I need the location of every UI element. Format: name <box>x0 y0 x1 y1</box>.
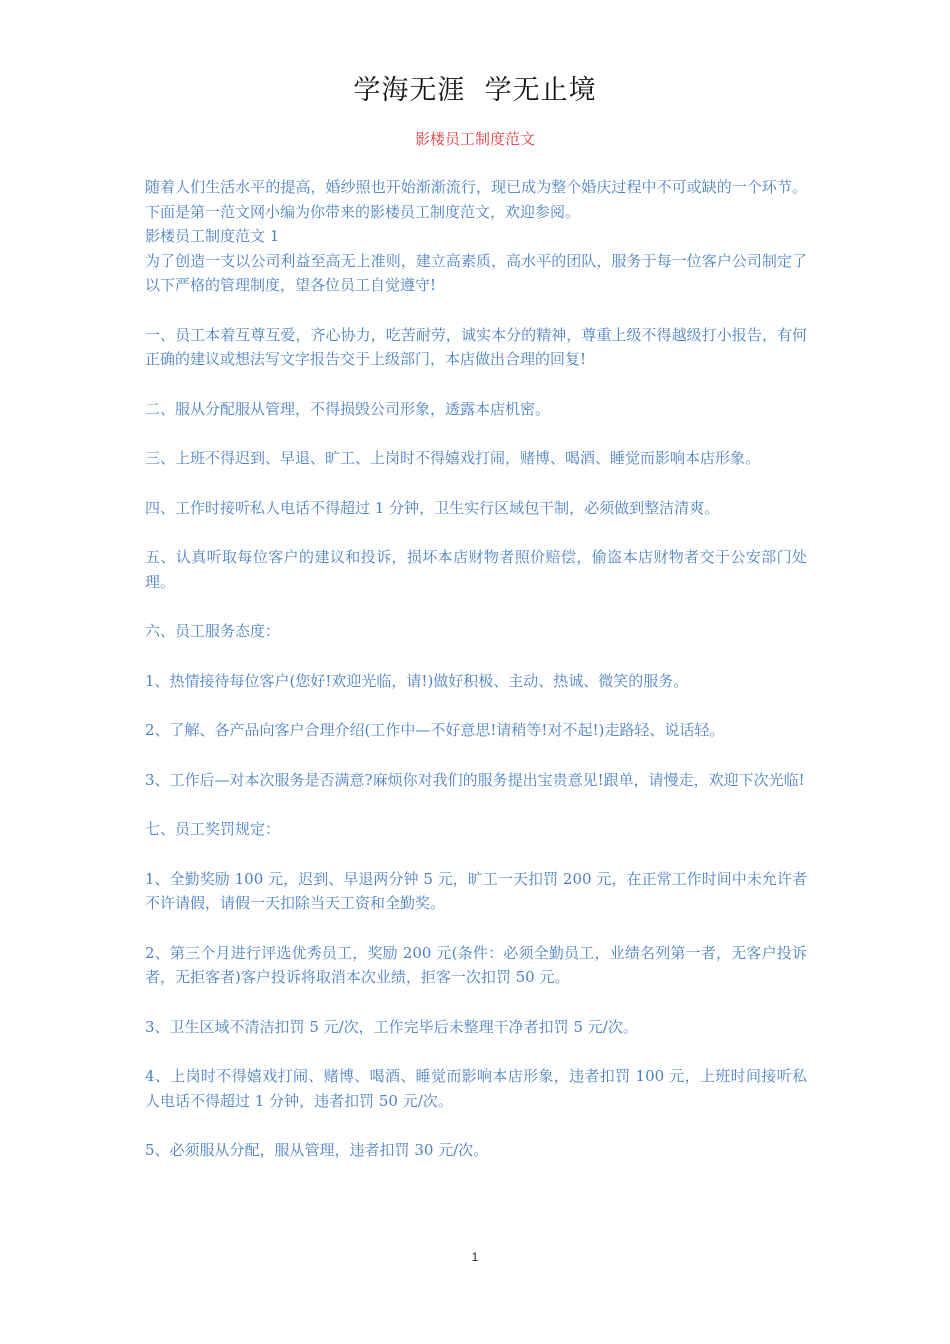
section-heading: 影楼员工制度范文 1 <box>145 227 280 245</box>
document-body <box>145 175 807 1163</box>
rule-paragraph: 一、员工本着互尊互爱，齐心协力，吃苦耐劳，诚实本分的精神，尊重上级不得越级打小报告，有何正确的建议或想法写文字报告交于上级部门，本店做出合理的回复! <box>145 325 807 368</box>
rule-item: 3、卫生区域不清洁扣罚 5 元/次，工作完毕后未整理干净者扣罚 5 元/次。 <box>145 1017 638 1036</box>
rule-item: 5、必须服从分配，服从管理，违者扣罚 30 元/次。 <box>145 1141 489 1159</box>
rule-item: 1、热情接待每位客户(您好!欢迎光临，请!)做好积极、主动、热诚、微笑的服务。 <box>145 671 689 690</box>
intro-paragraph: 为了创造一支以公司利益至高无上准则，建立高素质，高水平的团队，服务于每一位客户公司制定了以下严格的管理制度，望各位员工自觉遵守! <box>145 251 807 294</box>
rule-item: 1、全勤奖励 100 元，迟到、早退两分钟 5 元，旷工一天扣罚 200 元，在正常工作时间中未允许者不许请假，请假一天扣除当天工资和全勤奖。 <box>145 869 807 912</box>
rule-paragraph: 三、上班不得迟到、早退、旷工、上岗时不得嬉戏打闹，赌博、喝酒、睡觉而影响本店形象。 <box>145 449 761 467</box>
rule-paragraph: 五、认真听取每位客户的建议和投诉，损坏本店财物者照价赔偿，偷盗本店财物者交于公安部门处理。 <box>145 548 807 591</box>
rule-paragraph: 四、工作时接听私人电话不得超过 1 分钟，卫生实行区域包干制，必须做到整洁清爽。 <box>145 498 720 517</box>
rule-heading: 七、员工奖罚规定： <box>145 820 281 838</box>
rule-item: 2、第三个月进行评选优秀员工，奖励 200 元(条件：必须全勤员工，业绩名列第一者，无客户投诉者，无拒客者)客户投诉将取消本次业绩，拒客一次扣罚 50 元。 <box>145 943 807 986</box>
rule-item: 2、了解、各产品向客户合理介绍(工作中—不好意思!请稍等!对不起!)走路轻、说话轻。 <box>145 721 725 739</box>
intro-paragraph: 随着人们生活水平的提高，婚纱照也开始渐渐流行，现已成为整个婚庆过程中不可或缺的一个环节。下面是第一范文网小编为你带来的影楼员工制度范文，欢迎参阅。 <box>145 178 807 221</box>
page-header-title: 学海无涯 学无止境 <box>353 75 597 106</box>
rule-heading: 六、员工服务态度： <box>145 622 281 640</box>
document-title: 影楼员工制度范文 <box>414 130 535 148</box>
page-number: 1 <box>471 1250 479 1264</box>
rule-item: 3、工作后—对本次服务是否满意?麻烦你对我们的服务提出宝贵意见!跟单，请慢走，欢迎下次光临! <box>145 770 805 789</box>
rule-item: 4、上岗时不得嬉戏打闹、赌博、喝酒、睡觉而影响本店形象，违者扣罚 100 元，上班时间接听私人电话不得超过 1 分钟，违者扣罚 50 元/次。 <box>145 1067 807 1110</box>
rule-paragraph: 二、服从分配服从管理，不得损毁公司形象，透露本店机密。 <box>145 399 551 418</box>
